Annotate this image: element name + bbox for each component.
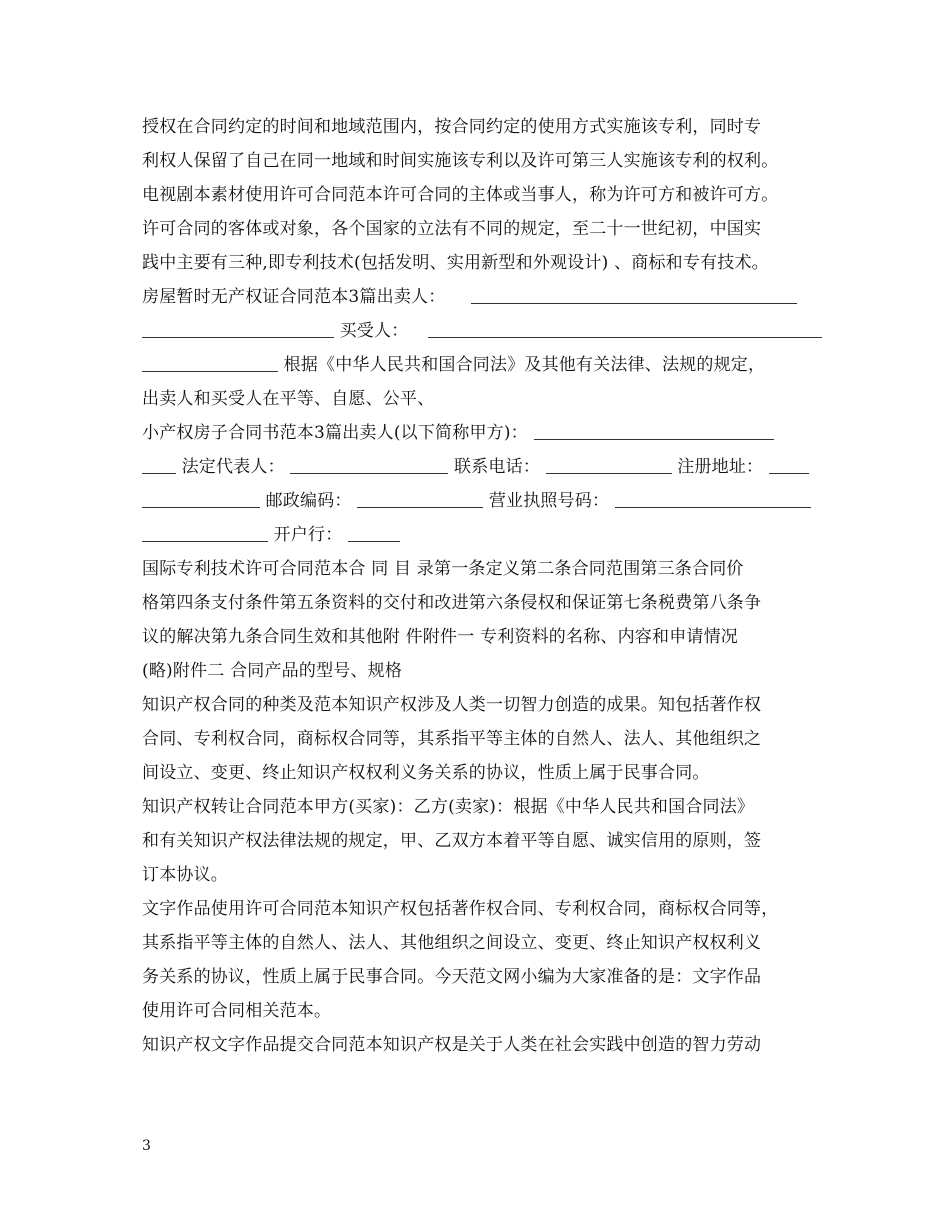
- postcode-label: 邮政编码：: [265, 491, 352, 511]
- document-body: [142, 110, 822, 1062]
- buyer-label: 买受人：: [339, 321, 409, 341]
- text-line: 知识产权合同的种类及范本知识产权涉及人类一切智力创造的成果。知包括著作权: [142, 695, 762, 715]
- address-blank-cont[interactable]: [142, 485, 260, 508]
- text-line: 间设立、变更、终止知识产权权利义务关系的协议，性质上属于民事合同。: [142, 763, 710, 783]
- text-line: 许可合同的客体或对象，各个国家的立法有不同的规定，至二十一世纪初，中国实: [142, 219, 762, 239]
- party-a-label: 小产权房子合同书范本3篇出卖人(以下简称甲方)：: [142, 423, 528, 443]
- form-line: [142, 280, 822, 314]
- license-label: 营业执照号码：: [488, 491, 610, 511]
- form-line: [142, 518, 822, 552]
- text-line: 务关系的协议，性质上属于民事合同。今天范文网小编为大家准备的是：文字作品: [142, 967, 762, 987]
- legal-basis-text: 根据《中华人民共和国合同法》及其他有关法律、法规的规定，: [283, 355, 766, 375]
- text-line: 议的解决第九条合同生效和其他附 件附件一 专利资料的名称、内容和申请情况: [142, 627, 739, 647]
- text-line: (略)附件二 合同产品的型号、规格: [142, 661, 403, 681]
- text-line: 授权在合同约定的时间和地域范围内，按合同约定的使用方式实施该专利，同时专: [142, 117, 762, 137]
- postcode-blank[interactable]: [357, 485, 483, 508]
- text-line: 格第四条支付条件第五条资料的交付和改进第六条侵权和保证第七条税费第八条争: [142, 593, 762, 613]
- text-line: 出卖人和买受人在平等、自愿、公平、: [142, 389, 435, 409]
- legal-rep-label: 法定代表人：: [181, 457, 285, 477]
- form-line: [142, 484, 822, 518]
- seller-blank[interactable]: [471, 281, 797, 304]
- text-line: 国际专利技术许可合同范本合 同 目 录第一条定义第二条合同范围第三条合同价: [142, 559, 744, 579]
- text-line: 知识产权转让合同范本甲方(买家)：乙方(卖家)：根据《中华人民共和国合同法》: [142, 797, 755, 817]
- seller-label: 房屋暂时无产权证合同范本3篇出卖人：: [142, 287, 446, 307]
- text-line: 电视剧本素材使用许可合同范本许可合同的主体或当事人，称为许可方和被许可方。: [142, 185, 779, 205]
- text-line: 利权人保留了自己在同一地域和时间实施该专利以及许可第三人实施该专利的权利。: [142, 151, 779, 171]
- legal-rep-blank[interactable]: [290, 451, 448, 474]
- license-blank-cont[interactable]: [142, 519, 268, 542]
- text-line: 文字作品使用许可合同范本知识产权包括著作权合同、专利权合同，商标权合同等，: [142, 899, 779, 919]
- text-line: 知识产权文字作品提交合同范本知识产权是关于人类在社会实践中创造的智力劳动: [142, 1035, 762, 1055]
- page-number: 3: [142, 1138, 151, 1154]
- form-line: [142, 416, 822, 450]
- text-line: 订本协议。: [142, 865, 228, 885]
- bank-label: 开户行：: [273, 525, 343, 545]
- form-line: [142, 348, 822, 382]
- address-label: 注册地址：: [677, 457, 764, 477]
- phone-label: 联系电话：: [454, 457, 541, 477]
- party-a-blank[interactable]: [534, 417, 774, 440]
- buyer-blank-cont[interactable]: [142, 349, 278, 372]
- text-line: 使用许可合同相关范本。: [142, 1001, 332, 1021]
- party-a-blank-cont[interactable]: [142, 451, 176, 474]
- form-line: [142, 314, 822, 348]
- license-blank[interactable]: [615, 485, 811, 508]
- bank-blank[interactable]: [348, 519, 400, 542]
- text-line: 合同、专利权合同，商标权合同等，其系指平等主体的自然人、法人、其他组织之: [142, 729, 762, 749]
- form-line: [142, 450, 822, 484]
- text-line: 其系指平等主体的自然人、法人、其他组织之间设立、变更、终止知识产权权利义: [142, 933, 762, 953]
- seller-blank-cont[interactable]: [142, 315, 334, 338]
- address-blank[interactable]: [769, 451, 809, 474]
- phone-blank[interactable]: [546, 451, 672, 474]
- text-line: 践中主要有三种,即专利技术(包括发明、实用新型和外观设计) 、商标和专有技术。: [142, 253, 769, 273]
- buyer-blank[interactable]: [428, 315, 822, 338]
- text-line: 和有关知识产权法律法规的规定，甲、乙双方本着平等自愿、诚实信用的原则，签: [142, 831, 762, 851]
